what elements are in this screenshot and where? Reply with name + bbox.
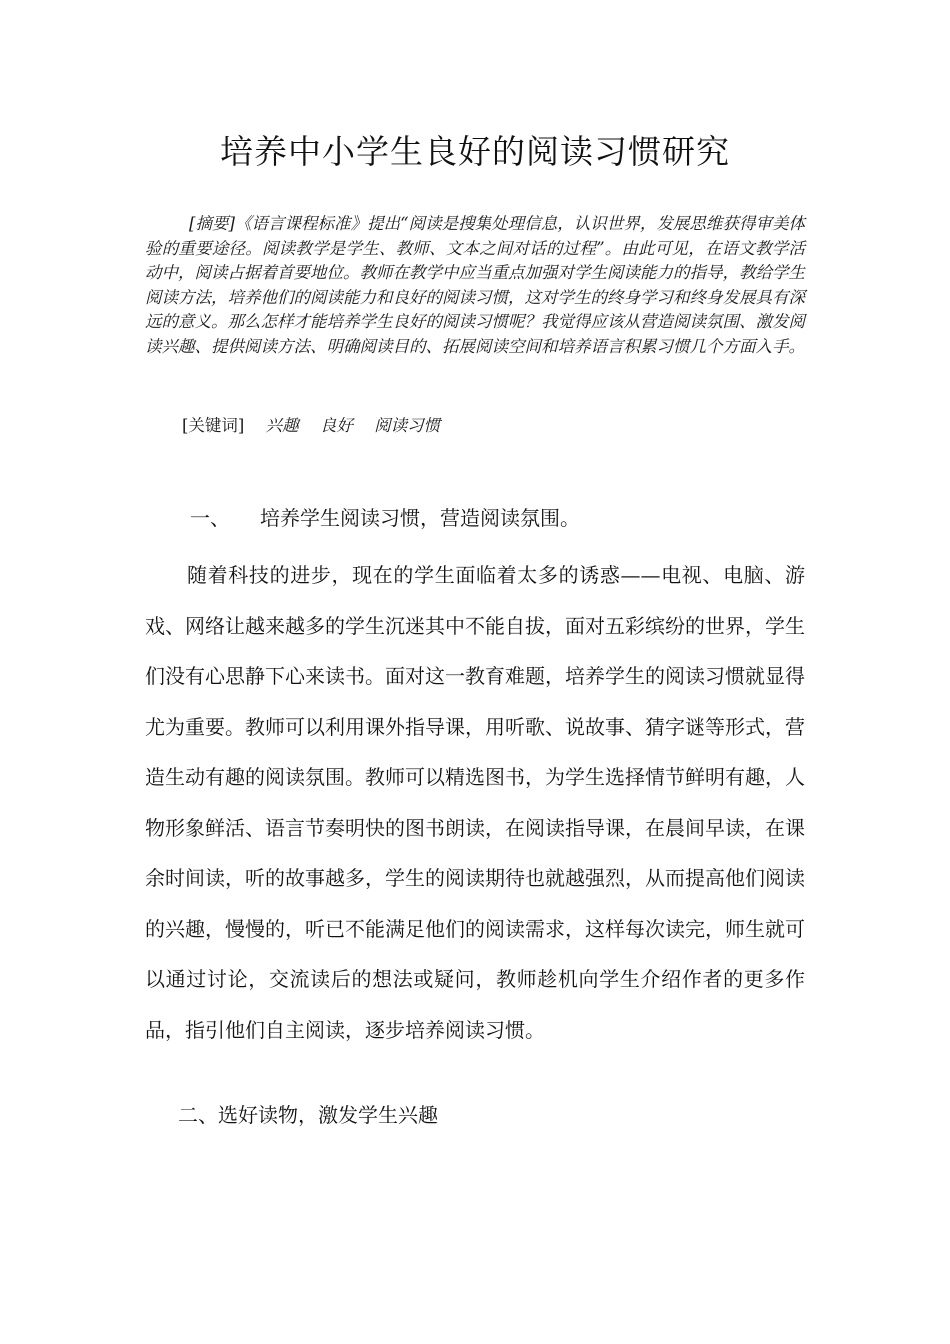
section-1-heading-text: 培养学生阅读习惯，营造阅读氛围。 [260, 506, 580, 530]
keyword-item: 兴趣 [265, 416, 299, 435]
section-1-heading [190, 503, 580, 533]
keywords-label: [关键词] [182, 416, 245, 435]
keywords-line [182, 413, 440, 439]
abstract-paragraph: [摘要]《语言课程标准》提出“阅读是搜集处理信息，认识世界，发展思维获得审美体验的重要途径。阅读教学是学生、教师、文本之间对话的过程”。由此可见，在语文教学活动中，阅读占据着首要地位。教师在教学中应当重点加强对学生阅读能力的指导，教给学生阅读方法，培养他们的阅读能力和良好的阅读习惯，这对学生的终身学习和终身发展具有深远的意义。那么怎样才能培养学生良好的阅读习惯呢？我觉得应该从营造阅读氛围、激发阅读兴趣、提供阅读方法、明确阅读目的、拓展阅读空间和培养语言积累习惯几个方面入手。 [145, 214, 805, 356]
document-title: 培养中小学生良好的阅读习惯研究 [220, 132, 730, 171]
section-2-heading: 二、选好读物，激发学生兴趣 [178, 1103, 438, 1127]
keyword-item: 良好 [319, 416, 353, 435]
keyword-item: 阅读习惯 [374, 416, 441, 435]
section-1-body: 随着科技的进步，现在的学生面临着太多的诱惑——电视、电脑、游戏、网络让越来越多的学生沉迷其中不能自拔，面对五彩缤纷的世界，学生们没有心思静下心来读书。面对这一教育难题，培养学生的阅读习惯就显得尤为重要。教师可以利用课外指导课，用听歌、说故事、猜字谜等形式，营造生动有趣的阅读氛围。教师可以精选图书，为学生选择情节鲜明有趣，人物形象鲜活、语言节奏明快的图书朗读，在阅读指导课，在晨间早读，在课余时间读，听的故事越多，学生的阅读期待也就越强烈，从而提高他们阅读的兴趣，慢慢的，听已不能满足他们的阅读需求，这样每次读完，师生就可以通过讨论，交流读后的想法或疑问，教师趁机向学生介绍作者的更多作品，指引他们自主阅读，逐步培养阅读习惯。 [145, 563, 805, 1042]
section-1-number: 一、 [190, 506, 230, 530]
